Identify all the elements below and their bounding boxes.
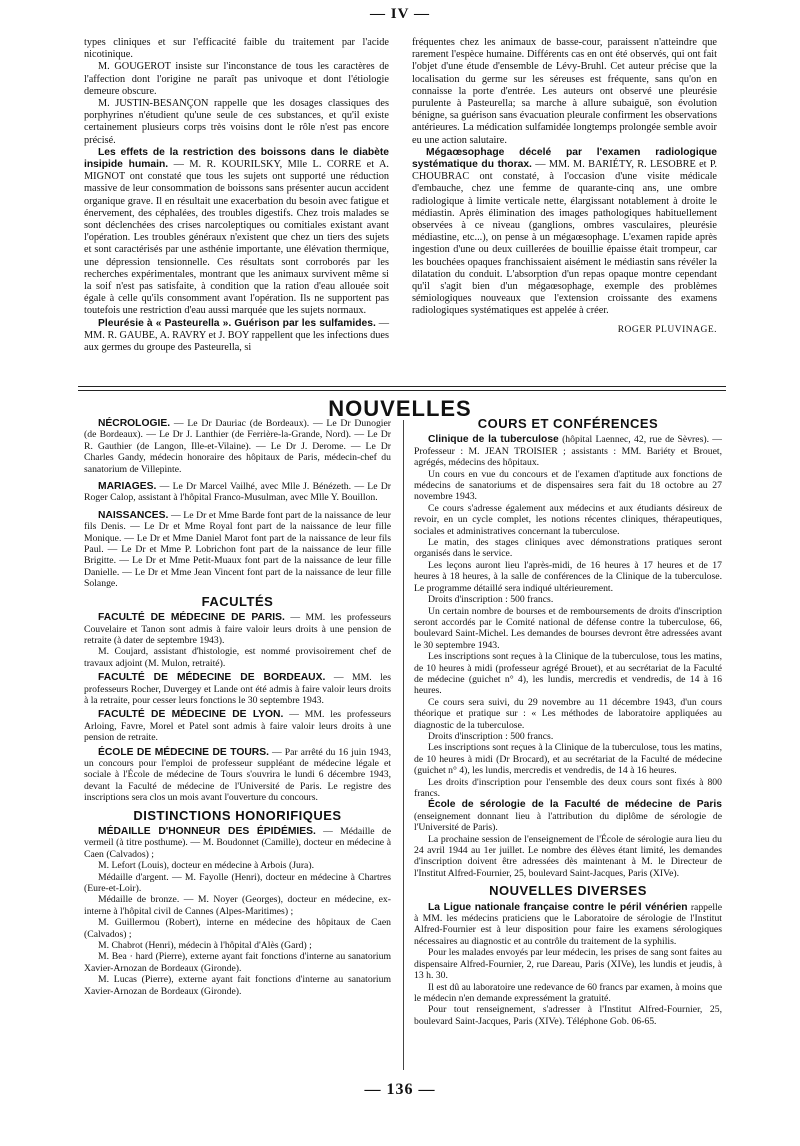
paragraph: Pour les malades envoyés par leur médecin, les prises de sang sont faites au dispensaire Alfred-Fournier, 2, rue Dareau, Paris (XIVe), les lundis et jeudis, à 13 h. 30. [414,947,722,982]
top-left-column [84,37,389,354]
paragraph [84,481,391,504]
paragraph: types cliniques et sur l'efficacité faible du traitement par l'acide nicotinique. [84,37,389,61]
paragraph-body: — MM. les professeurs Couvelaire et Tanon sont admis à faire valoir leurs droits à une pension de retraite (à dater de septembre 1943). [84,612,392,646]
paragraph: M. Chabrot (Henri), médecin à l'hôpital d'Alès (Gard) ; [98,940,312,952]
paragraph: Pour tout renseignement, s'adresser à l'Institut Alfred-Fournier, 25, boulevard Saint-Jacques, Paris (XIVe). Téléphone Gob. 06-65. [414,1004,722,1027]
paragraph-body: rappelle à MM. les médecins praticiens que le Laboratoire de sérologie de l'Institut Alfred-Fournier est à leur disposition pour faire les examens sérologiques nécessaires au diagnostic et au contrôle du traitement de la syphilis. [414,901,723,947]
paragraph: Les droits d'inscription pour l'ensemble des deux cours sont fixés à 800 francs. [414,776,722,799]
paragraph: Droits d'inscription : 500 francs. [428,594,554,606]
paragraph-body: — Le Dr et Mme Barde font part de la naissance de leur fils Denis. — Le Dr et Mme Royal font part de la naissance de leur fille Monique. — Le Dr et Mme Daniel Marot font part de la naissance de leur fils Paul. — Le Dr et Mme P. Lobrichon font part de la naissance de leur fille Brigitte. — Le Dr et Mme Petit-Muaux font part de la naissance de leur fille Danielle. — Le Dr et Mme Jean Vincent font part de la naissance de leur fille Solange. [84,509,392,590]
paragraph-body: (hôpital Laennec, 42, rue de Sèvres). — Professeur : M. JEAN TROISIER ; assistants : MM. Bariéty et Brouet, agrégés, médecins des hôpitaux. [414,434,722,469]
paragraph: Médaille d'argent. — M. Fayolle (Henri), docteur en médecine à Chartres (Eure-et-Loir). [84,871,391,895]
paragraph: M. Lefort (Louis), docteur en médecine à Arbois (Jura). [98,860,315,872]
paragraph-lead: FACULTÉ DE MÉDECINE DE BORDEAUX. [98,672,326,684]
paragraph: Ce cours s'adresse également aux médecins et aux étudiants désireux de revoir, en un cycle complet, les notions récentes cliniques, thérapeutiques, sociales et administratives concernant la tuberculose. [414,502,722,537]
paragraph-lead: Clinique de la tuberculose [428,434,559,446]
paragraph: M. Lucas (Pierre), externe ayant fait fonctions d'interne au sanatorium Xavier-Arnozan de Bordeaux (Gironde). [84,974,391,997]
paragraph: M. Guillermou (Robert), interne en médecine des hôpitaux de Caen (Calvados) ; [84,917,391,940]
paragraph [414,902,722,948]
paragraph: M. Bea · hard (Pierre), externe ayant fait fonctions d'interne au sanatorium Xavier-Arnozan de Bordeaux (Gironde). [84,951,391,974]
paragraph: Droits d'inscription : 500 francs. [428,730,554,742]
paragraph [84,826,391,860]
paragraph [412,147,717,318]
paragraph-body: (enseignement donnant lieu à l'attribution du diplôme de sérologie de l'Université de Paris). [414,810,722,834]
paragraph: fréquentes chez les animaux de basse-cour, paraissent n'atteindre que rarement l'espèce humaine. Différents cas en ont été observés, qui ont fait l'objet d'une étude d'ensemble de Lévy-Bruhl. Cet auteur précise que la localisation du germe sur les séreuses est fréquente, sans qu'on en connaisse la porte d'entrée. Les auteurs ont observé une pleurésie purulente à Pasteurella; sa marche à allure subaiguë, son évolution bénigne, sa guérison sans évacuation pleurale confirment les observations antérieures. La médication sulfamidée longtemps prolongée semble avoir eu une action salutaire. [412,37,717,146]
top-right-column [412,37,717,336]
paragraph [84,612,391,646]
page-folio-top: — IV — [370,6,430,22]
nouvelles-title: NOUVELLES [328,396,472,421]
paragraph-lead: NAISSANCES. [98,509,169,521]
paragraph-lead: ÉCOLE DE MÉDECINE DE TOURS. [98,746,269,758]
section-heading-facultes: FACULTÉS [201,593,274,609]
paragraph: M. GOUGEROT insiste sur l'inconstance de tous les caractères de l'affection dont l'origine ne paraît pas univoque et dont l'étiologie demeure obscure. [84,61,389,97]
paragraph: M. JUSTIN-BESANÇON rappelle que les dosages classiques des porphyrines n'étudient qu'une seule de ces substances, et qu'il existe certainement plusieurs corps très voisins dont le rôle n'est pas encore précisé. [84,98,389,146]
paragraph: Ce cours sera suivi, du 29 novembre au 11 décembre 1943, d'un cours théorique et pratique sur : « Les méthodes de laboratoire appliquées au diagnostic de la tuberculose. [414,696,722,731]
paragraph [84,672,391,706]
paragraph-body: — Par arrêté du 16 juin 1943, un concours pour l'emploi de professeur suppléant de médecine légale et sociale à l'École de médecine de Tours s'ouvrira le lundi 6 décembre 1943, devant la Faculté de médecine de l'Université de Paris. Le registre des inscriptions sera clos un mois avant l'ouverture du concours. [84,746,392,804]
news-left-column [84,418,391,997]
news-right-column [414,418,722,1027]
column-divider [403,420,404,1070]
paragraph [84,318,389,355]
paragraph: M. Coujard, assistant d'histologie, est nommé provisoirement chef de travaux adjoint (M. Mulon, retraité). [84,646,391,669]
paragraph: Un cours en vue du concours et de l'examen d'aptitude aux fonctions de médecins de sanatoriums et de dispensaires sera fait du 18 octobre au 27 novembre 1943. [414,468,722,503]
section-heading-distinctions: DISTINCTIONS HONORIFIQUES [133,807,342,823]
paragraph-lead: FACULTÉ DE MÉDECINE DE PARIS. [98,612,285,624]
paragraph [84,510,391,590]
paragraph-lead: NÉCROLOGIE. [98,418,171,429]
paragraph-lead: École de sérologie de la Faculté de médecine de Paris [428,799,722,811]
paragraph-lead: Mégaœsophage décelé par l'examen radiologique systématique du thorax. [412,146,717,171]
paragraph-body: — Le Dr Dauriac (de Bordeaux). — Le Dr Dunogier (de Bordeaux). — Le Dr J. Lanthier (de Ferrière-la-Grande, Nord). — Le Dr R. Gauthier (de Langon, Ille-et-Vilaine). — Le Dr J. Derome. — Le Dr Charles Gandy, médecin honoraire des hôpitaux de Paris, médecin-chef du sanatorium de Villepinte. [84,418,391,475]
paragraph-body: — MM. M. BARIÉTY, R. LESOBRE et P. CHOUBRAC ont constaté, à l'occasion d'une visite médicale d'embauche, chez une femme de quarante-cinq ans, une ombre radiologique à limite verticale nette, élargissant notablement à droite le médiastin. Après élimination des images pathologiques habituellement observées à ce niveau (ganglions, ombres vasculaires, pleurésie médiastine, etc...), on pense à un mégaœsophage. L'examen rapide après ingestion d'une ou deux cuillerées de bouillie épaisse était trompeur, car les bouchées opaques franchissaient aisément le médiastin sans révéler la dilatation du conduit. L'absorption d'un repas opaque montre cependant qu'il s'agit bien d'un mégaœsophage, exemple des problèmes sémiologiques nouveaux que l'extension croissante des examens radiologiques systématiques est appelée à créer. [412,159,717,317]
section-heading-diverses: NOUVELLES DIVERSES [489,883,647,899]
paragraph: Les inscriptions sont reçues à la Clinique de la tuberculose, tous les matins, de 10 heures à midi (Dr Brocard), et au secrétariat de la Faculté de médecine (guichet n° 4), les lundis, mercredis et vendredis, de 14 à 16 heures. [414,742,722,777]
paragraph-body: — MM. les professeurs Arloing, Favre, Morel et Patel sont admis à faire valoir leurs droits à une pension de retraite. [84,709,391,744]
paragraph [84,418,391,475]
section-rule [78,386,726,387]
paragraph: La prochaine session de l'enseignement de l'École de sérologie aura lieu du 24 avril 1944 au 1er juillet. Le nombre des élèves étant limité, les demandes d'inscription doivent être adressées dès maintenant à M. le Directeur de l'Institut Alfred-Fournier, 25, boulevard Saint-Jacques, Paris (XIVe). [414,833,722,879]
paragraph-lead: MARIAGES. [98,481,157,493]
paragraph [414,799,722,833]
paragraph-body: — M. R. KOURILSKY, Mlle L. CORRE et A. MIGNOT ont constaté que tous les sujets ont supporté une réduction massive de leur consommation de boissons sans présenter aucun accident organique grave. Il en résultait une exacerbation du besoin avec fatigue et énervement, des céphalées, des troubles digestifs. Chez trois malades se sont déclenchées des crises narcoleptiques ou comitiales existant avant l'opération. Les troubles généraux n'existent que chez un tiers des sujets et sont caractérisés par une asthénie importante, une élévation thermique, une dépression tensionnelle. Ces résultats sont corroborés par les recherches expérimentales, montrant que les animaux survivent même si la soif n'est pas satisfaite, à condition que la ration d'eau allouée soit égale à celle qu'ils consomment avant l'opération. Ils ne supportent pas toutefois une restriction d'eau aussi marquée que les sujets normaux. [84,159,389,317]
page-folio-bottom: — 136 — [364,1081,436,1098]
paragraph-lead: MÉDAILLE D'HONNEUR DES ÉPIDÉMIES. [98,826,316,837]
paragraph: Un certain nombre de bourses et de remboursements de droits d'inscription seront accordés par le Comité national de défense contre la tuberculose, 66, boulevard Saint-Michel. Les demandes de bourses devront être adressées avant le 30 septembre 1943. [414,605,722,651]
paragraph-lead: La Ligue nationale française contre le péril vénérien [428,901,688,913]
paragraph-lead: FACULTÉ DE MÉDECINE DE LYON. [98,709,284,721]
paragraph-body: — MM. les professeurs Rocher, Duvergey et Lande ont été admis à faire valoir leurs droits à la retraite, pour cesser leurs fonctions le 30 septembre 1943. [84,672,391,706]
paragraph [84,147,389,318]
paragraph: Il est dû au laboratoire une redevance de 60 francs par examen, à moins que le médecin n'en demande expressément la gratuité. [414,981,722,1004]
paragraph-lead: Les effets de la restriction des boissons dans le diabète insipide humain. [84,146,389,171]
paragraph: Les inscriptions sont reçues à la Clinique de la tuberculose, tous les matins, de 10 heures à midi (professeur agrégé Brouet), et au secrétariat de la Faculté de médecine (guichet n° 4), les lundis, mercredis et vendredis, de 14 à 16 heures. [414,651,722,697]
paragraph: Médaille de bronze. — M. Noyer (Georges), docteur en médecine, ex-interne à l'hôpital civil de Cannes (Alpes-Maritimes) ; [84,894,391,917]
paragraph-lead: Pleurésie à « Pasteurella ». Guérison par les sulfamides. [98,317,376,329]
paragraph-body: — Médaille de vermeil (à titre posthume). — M. Boudonnet (Camille), docteur en médecine à Caen (Calvados) ; [84,826,392,860]
paragraph-body: — Le Dr Marcel Vailhé, avec Mlle J. Bénézeth. — Le Dr Roger Calop, assistant à l'hôpital Franco-Musulman, avec Mlle Y. Bouillon. [84,481,392,504]
paragraph: Les leçons auront lieu l'après-midi, de 16 heures à 17 heures et de 17 heures à 18 heures, à la salle de conférences de la Clinique de la tuberculose. Le programme détaillé sera indiqué ultérieurement. [414,559,722,594]
paragraph-body: — MM. R. GAUBE, A. RAVRY et J. BOY rappellent que les infections dues aux germes du groupe des Pasteurella, si [84,317,389,354]
section-rule [78,390,726,391]
paragraph: Le matin, des stages cliniques avec démonstrations pratiques seront organisés dans le service. [414,537,722,560]
author-signature: ROGER PLUVINAGE. [617,324,717,335]
paragraph [84,747,391,804]
paragraph [84,709,391,743]
section-heading-cours: COURS ET CONFÉRENCES [477,416,659,431]
paragraph [414,434,722,468]
